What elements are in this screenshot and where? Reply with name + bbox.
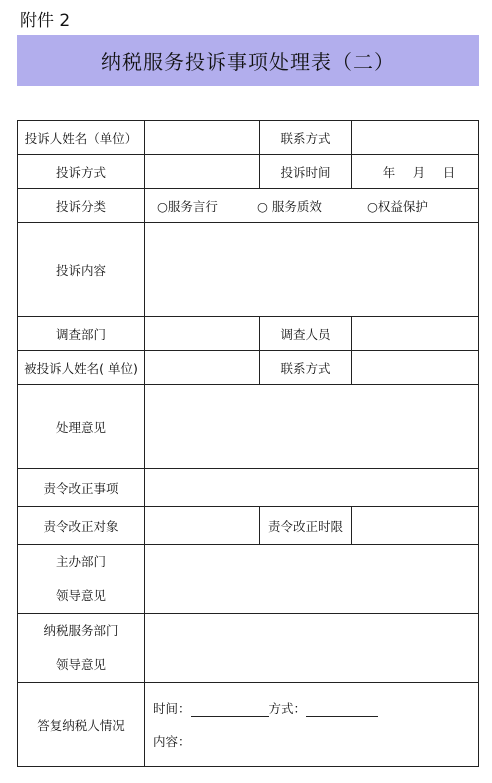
host-dept-line2: 领导意见 [55,588,106,603]
tax-dept-line1: 纳税服务部门 [43,623,119,638]
radio-service-conduct[interactable]: ○服务言行 [157,198,218,214]
investigator-label: 调查人员 [260,317,352,351]
complaint-category-label: 投诉分类 [18,189,145,223]
reply-time-line [153,692,478,725]
row-method [18,155,479,189]
respondent-contact-field[interactable] [352,351,479,385]
rectify-deadline-label: 责令改正时限 [260,507,352,545]
radio-service-quality[interactable]: ○ 服务质效 [257,198,322,214]
row-host-dept [18,545,479,614]
row-reply [18,683,479,767]
complaint-method-field[interactable] [145,155,260,189]
form-title-banner [17,35,479,86]
rectify-item-field[interactable] [145,469,479,507]
investigation-dept-label: 调查部门 [18,317,145,351]
investigation-dept-field[interactable] [145,317,260,351]
row-complainant [18,121,479,155]
respondent-name-label: 被投诉人姓名( 单位) [18,351,145,385]
row-investigation [18,317,479,351]
rectify-target-label: 责令改正对象 [18,507,145,545]
tax-dept-line2: 领导意见 [55,657,106,672]
complaint-date-field[interactable] [352,155,479,189]
category-options [145,189,479,223]
respondent-contact-label: 联系方式 [260,351,352,385]
rectify-deadline-field[interactable] [352,507,479,545]
complaint-time-label: 投诉时间 [260,155,352,189]
row-rectify-item [18,469,479,507]
reply-content-label: 内容： [153,733,191,749]
reply-method-label: 方式： [268,700,307,716]
handling-opinion-field[interactable] [145,385,479,469]
reply-time-blank[interactable] [191,702,269,717]
date-year: 年 [382,164,396,180]
reply-time-label: 时间： [153,700,191,716]
respondent-name-field[interactable] [145,351,260,385]
complainant-name-field[interactable] [145,121,260,155]
rectify-target-field[interactable] [145,507,260,545]
row-content [18,223,479,317]
reply-label: 答复纳税人情况 [18,683,145,767]
complainant-name-label: 投诉人姓名（单位） [18,121,145,155]
form-title: 纳税服务投诉事项处理表（二） [101,50,395,74]
reply-method-blank[interactable] [306,702,378,717]
complaint-content-field[interactable] [145,223,479,317]
tax-dept-opinion-field[interactable] [145,614,479,683]
row-category [18,189,479,223]
row-opinion [18,385,479,469]
date-month: 月 [412,164,426,180]
row-tax-dept [18,614,479,683]
complaint-content-label: 投诉内容 [18,223,145,317]
tax-dept-opinion-label [18,614,145,683]
date-day: 日 [442,164,456,180]
host-dept-opinion-label [18,545,145,614]
host-dept-opinion-field[interactable] [145,545,479,614]
handling-opinion-label: 处理意见 [18,385,145,469]
radio-rights-protection[interactable]: ○权益保护 [367,198,428,214]
complaint-method-label: 投诉方式 [18,155,145,189]
complaint-form-table [17,120,479,767]
contact-method-label: 联系方式 [260,121,352,155]
rectify-item-label: 责令改正事项 [18,469,145,507]
row-rectify-target [18,507,479,545]
attachment-label: 附件 2 [20,11,71,31]
host-dept-line1: 主办部门 [55,554,106,569]
contact-method-field[interactable] [352,121,479,155]
reply-field[interactable] [145,683,479,767]
investigator-field[interactable] [352,317,479,351]
row-respondent [18,351,479,385]
